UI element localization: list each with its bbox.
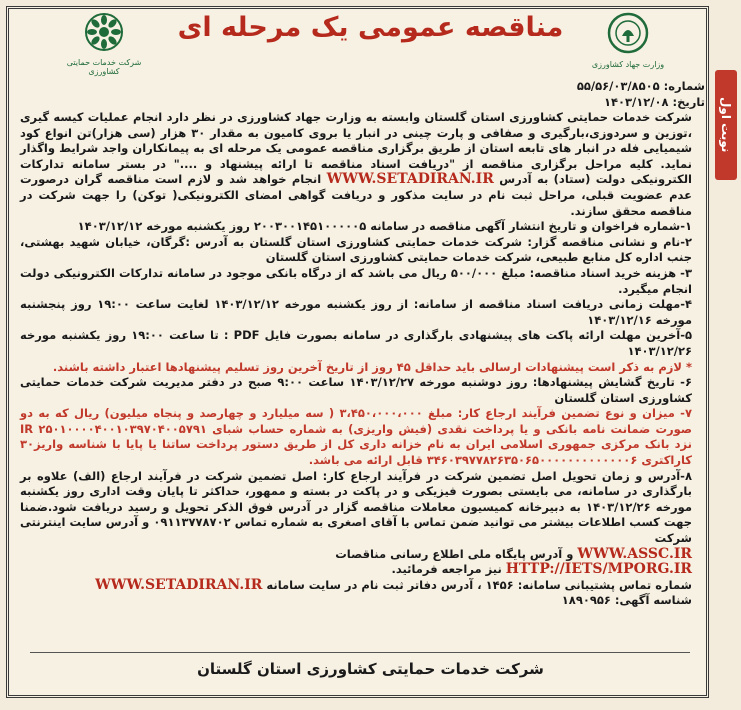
side-tab-badge: نوبت اول <box>715 70 737 180</box>
ad-number: شماره: ۵۵/۵۶/۰۳/۸۵۰۵ <box>576 79 705 93</box>
assc-link[interactable]: WWW.ASSC.IR <box>577 545 692 562</box>
support-line <box>20 578 692 594</box>
portal-text: و آدرس پایگاه ملی اطلاع رسانی مناقصات <box>335 546 574 561</box>
intro-paragraph <box>20 110 692 219</box>
setad-link-2[interactable]: WWW.SETADIRAN.IR <box>95 576 263 593</box>
item-2: ۲-نام و نشانی مناقصه گزار: شرکت خدمات حمایتی کشاورزی استان گلستان به آدرس :گرگان، خیابان شهید بهشتی، جنب اداره کل منابع طبیعی، شرکت خدمات حمایتی کشاورزی استان گلستان <box>20 234 692 265</box>
company-logo-caption: شرکت خدمات حمایتی کشاورزی <box>66 58 142 76</box>
item-8 <box>20 469 692 547</box>
support-text: شماره تماس پشتیبانی سامانه: ۱۴۵۶ ، آدرس دفاتر ثبت نام در سایت سامانه <box>266 577 692 592</box>
iets-line <box>20 562 692 578</box>
iets-link[interactable]: HTTP://IETS/MPORG.IR <box>505 561 692 578</box>
ad-body <box>20 110 692 609</box>
item-7: ۷- میزان و نوع تضمین فرآیند ارجاع کار: مبلغ ۳،۴۵۰،۰۰۰،۰۰۰ ( سه میلیارد و چهارصد و پنجاه میلیون) ریال که به دو صورت ضمانت نامه بانکی و یا پرداخت نقدی (فیش واریزی) به شماره حساب شبای IR ۲۵۰۱۰۰۰۰۴۰۰۱۰۳۹۷۰۴۰۰۵۷۹۱ نزد بانک مرکزی جمهوری اسلامی ایران به نام خزانه داری کل از طریق دستور پرداخت ساتنا یا پایا با شناسه واریز۳۰ کاراکتری ۳۴۶۰۳۹۷۷۸۲۶۳۵۰۶۵۰۰۰۰۰۰۰۰۰۰۰۰۰۶ قابل ارائه می باشد. <box>20 406 692 468</box>
refer-text: نیز مراجعه فرمائید. <box>391 562 502 577</box>
item-3: ۳- هزینه خرید اسناد مناقصه: مبلغ ۵۰۰/۰۰۰ ریال می باشد که از درگاه بانکی موجود در سامانه تدارکات الکترونیکی دولت انجام میگیرد. <box>20 265 692 296</box>
item-1: ۱-شماره فراخوان و تاریخ انتشار آگهی مناقصه در سامانه ۲۰۰۳۰۰۱۴۵۱۰۰۰۰۰۵ روز یکشنبه مورخه ۱۴۰۳/۱۲/۱۲ <box>77 219 692 234</box>
item-5: ۵-آخرین مهلت ارائه پاکت های پیشنهادی بارگذاری در سامانه بصورت فایل PDF : تا ساعت ۱۹:۰۰ روز یکشنبه مورخه ۱۴۰۳/۱۲/۲۶ <box>20 328 692 358</box>
intro-cont-text: انجام خواهد شد و لازم است مناقصه گران درصورت عدم عضویت قبلی، مراحل ثبت نام در سایت مذکور و دریافت گواهی امضای الکترونیکی( توکن) را جهت شرکت در مناقصه محقق سازند. <box>20 172 692 218</box>
ad-meta <box>577 78 705 110</box>
item-8-text: ۸-آدرس و زمان تحویل اصل تضمین شرکت در فرآیند ارجاع کار: اصل تضمین شرکت در فرآیند ارجاع (الف) علاوه بر بارگذاری در سامانه، می بایستی بصورت فیزیکی و در پاکت در بسته و ممهور، حداکثر تا پایان وقت اداری روز یکشنبه مورخه ۱۴۰۳/۱۲/۲۶ به دبیرخانه کمیسیون معاملات مناقصه گزار در آدرس فوق الذکر تحویل و رسید دریافت شود.ضمنا جهت کسب اطلاعات بیشتر می توانید ضمن تماس با آقای اصغری به شماره تماس ۰۹۱۱۳۷۷۸۷۰۲ و آدرس سایت اینترنتی شرکت <box>20 468 692 546</box>
setad-link[interactable]: WWW.SETADIRAN.IR <box>326 171 494 188</box>
intro-text: شرکت خدمات حمایتی کشاورزی استان گلستان وابسته به وزارت جهاد کشاورزی در نظر دارد انجام عملیات کیسه گیری ،توزین و سردوزی،بارگیری و صفافی و پارت چینی در انبار یا بروی کامیون به مقدار ۳۰ هزار (سی هزار)تن انواع کود شیمیایی فله در انبار های تابعه استان از طریق برگزاری مناقصه عمومی یک مرحله ای به پیمانکاران واجد شرایط واگذار نماید. کلیه مراحل برگزاری مناقصه از "دریافت اسناد مناقصه تا ارائه پیشنهاد و ...." در بستر سامانه تدارکات الکترونیکی دولت (ستاد) به آدرس <box>20 110 692 187</box>
ministry-logo-caption: وزارت جهاد کشاورزی <box>591 60 665 69</box>
assc-line <box>20 547 692 563</box>
ad-date: تاریخ: ۱۴۰۳/۱۲/۰۸ <box>603 95 705 109</box>
item-5-note: * لازم به ذکر است پیشنهادات ارسالی باید حداقل ۴۵ روز از تاریخ آخرین روز تسلیم پیشنهادها اعتبار داشته باشند. <box>52 359 692 374</box>
footer-divider <box>30 652 690 653</box>
item-4: ۴-مهلت زمانی دریافت اسناد مناقصه از سامانه: از روز یکشنبه مورخه ۱۴۰۳/۱۲/۱۲ لغایت ساعت ۱۹:۰۰ روز پنجشنبه مورخه ۱۴۰۳/۱۲/۱۶ <box>20 297 692 327</box>
footer-company-name: شرکت خدمات حمایتی کشاورزی استان گلستان <box>197 660 544 678</box>
ad-id: شناسه آگهی: ۱۸۹۰۹۵۶ <box>561 593 692 608</box>
item-6: ۶- تاریخ گشایش پیشنهادها: روز دوشنبه مورخه ۱۴۰۳/۱۲/۲۷ ساعت ۹:۰۰ صبح در دفتر مدیریت شرکت خدمات حمایتی کشاورزی استان گلستان <box>20 375 692 405</box>
page-title: مناقصه عمومی یک مرحله ای <box>177 12 564 43</box>
